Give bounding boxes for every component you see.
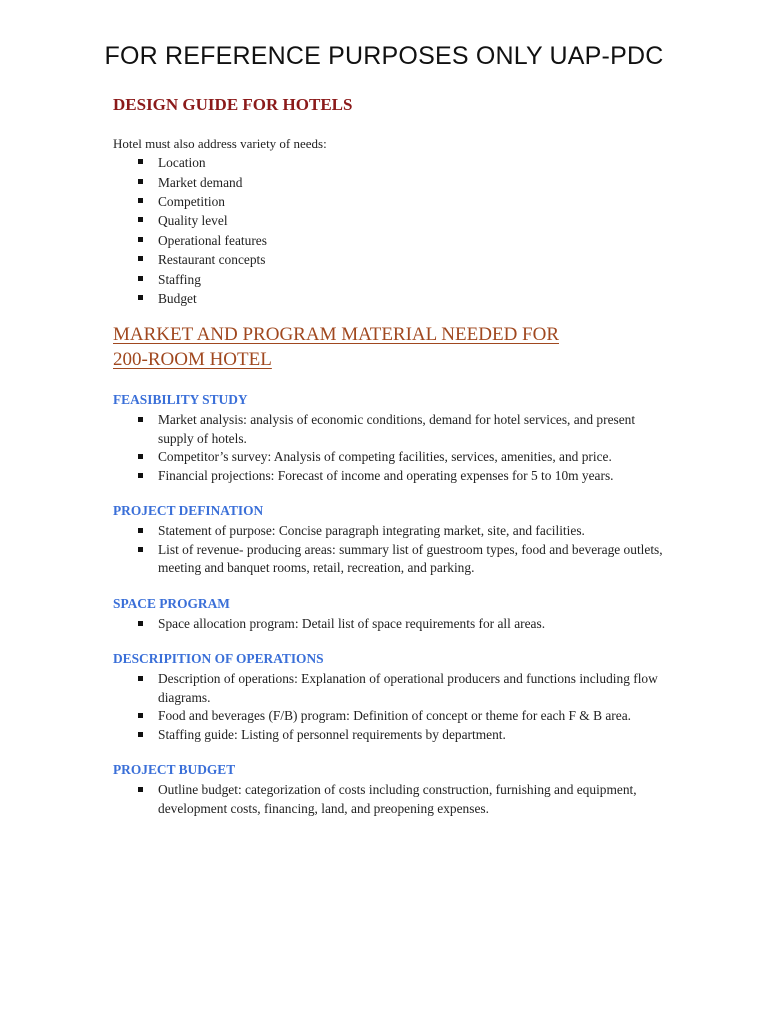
- square-bullet-icon: [138, 473, 143, 478]
- list-item-text: Restaurant concepts: [158, 252, 266, 268]
- list-item-text: Description of operations: Explanation of operational producers and functions including flow diagrams.: [158, 671, 658, 705]
- market-program-title: [113, 322, 673, 372]
- list-item: [113, 411, 673, 448]
- list-item: [113, 448, 673, 467]
- square-bullet-icon: [138, 676, 143, 681]
- list-item-text: Operational features: [158, 232, 267, 248]
- square-bullet-icon: [138, 713, 143, 718]
- section-heading-project-budget: PROJECT BUDGET: [113, 762, 236, 778]
- list-item: [113, 289, 673, 308]
- list-item: [113, 781, 673, 818]
- list-item-text: Outline budget: categorization of costs including construction, furnishing and equipment, development costs, financing, land, and preopening expenses.: [158, 782, 637, 816]
- project-defination-list: [113, 522, 673, 578]
- list-item-text: List of revenue- producing areas: summary list of guestroom types, food and beverage outlets, meeting and banquet rooms, retail, recreation, and parking.: [158, 541, 663, 576]
- square-bullet-icon: [138, 787, 143, 792]
- space-program-list: [113, 615, 673, 634]
- list-item: [113, 615, 673, 634]
- square-bullet-icon: [138, 295, 143, 300]
- square-bullet-icon: [138, 276, 143, 281]
- feasibility-study-list: [113, 411, 673, 485]
- needs-list: [113, 153, 673, 308]
- list-item-text: Quality level: [158, 213, 228, 229]
- square-bullet-icon: [138, 256, 143, 261]
- list-item-text: Statement of purpose: Concise paragraph integrating market, site, and facilities.: [158, 523, 585, 539]
- market-program-title-line2: 200-ROOM HOTEL: [113, 349, 272, 371]
- square-bullet-icon: [138, 198, 143, 203]
- list-item-text: Location: [158, 155, 206, 171]
- list-item: [113, 250, 673, 269]
- list-item-text: Budget: [158, 291, 197, 307]
- list-item-text: Staffing guide: Listing of personnel requirements by department.: [158, 726, 506, 742]
- square-bullet-icon: [138, 159, 143, 164]
- section-heading-project-defination: PROJECT DEFINATION: [113, 503, 264, 519]
- market-program-title-line1: MARKET AND PROGRAM MATERIAL NEEDED FOR: [113, 324, 559, 346]
- list-item: [113, 522, 673, 541]
- document-body: [113, 94, 673, 818]
- list-item: [113, 173, 673, 192]
- list-item: [113, 670, 673, 707]
- list-item-text: Competition: [158, 194, 225, 210]
- section-heading-description-of-operations: DESCRIPITION OF OPERATIONS: [113, 651, 324, 667]
- list-item: [113, 467, 673, 486]
- square-bullet-icon: [138, 217, 143, 222]
- list-item: [113, 192, 673, 211]
- square-bullet-icon: [138, 732, 143, 737]
- list-item-text: Food and beverages (F/B) program: Definition of concept or theme for each F & B area.: [158, 708, 631, 724]
- list-item: [113, 153, 673, 172]
- square-bullet-icon: [138, 528, 143, 533]
- description-of-operations-list: [113, 670, 673, 744]
- page-header: FOR REFERENCE PURPOSES ONLY UAP-PDC: [104, 42, 664, 70]
- list-item-text: Competitor’s survey: Analysis of competing facilities, services, amenities, and price.: [158, 449, 612, 465]
- list-item: [113, 707, 673, 726]
- section-heading-feasibility-study: FEASIBILITY STUDY: [113, 392, 248, 408]
- list-item: [113, 231, 673, 250]
- list-item-text: Market analysis: analysis of economic conditions, demand for hotel services, and present supply of hotels.: [158, 412, 636, 446]
- project-budget-list: [113, 781, 673, 818]
- square-bullet-icon: [138, 621, 143, 626]
- design-guide-intro: Hotel must also address variety of needs:: [113, 136, 327, 151]
- list-item: [113, 211, 673, 230]
- list-item: [113, 270, 673, 289]
- list-item-text: Market demand: [158, 174, 243, 190]
- square-bullet-icon: [138, 417, 143, 422]
- design-guide-title: DESIGN GUIDE FOR HOTELS: [113, 95, 353, 114]
- square-bullet-icon: [138, 179, 143, 184]
- list-item: [113, 541, 673, 578]
- list-item-text: Space allocation program: Detail list of space requirements for all areas.: [158, 615, 546, 631]
- list-item-text: Staffing: [158, 271, 201, 287]
- section-heading-space-program: SPACE PROGRAM: [113, 595, 230, 611]
- square-bullet-icon: [138, 237, 143, 242]
- square-bullet-icon: [138, 547, 143, 552]
- list-item-text: Financial projections: Forecast of income and operating expenses for 5 to 10m years.: [158, 467, 614, 483]
- square-bullet-icon: [138, 454, 143, 459]
- list-item: [113, 726, 673, 745]
